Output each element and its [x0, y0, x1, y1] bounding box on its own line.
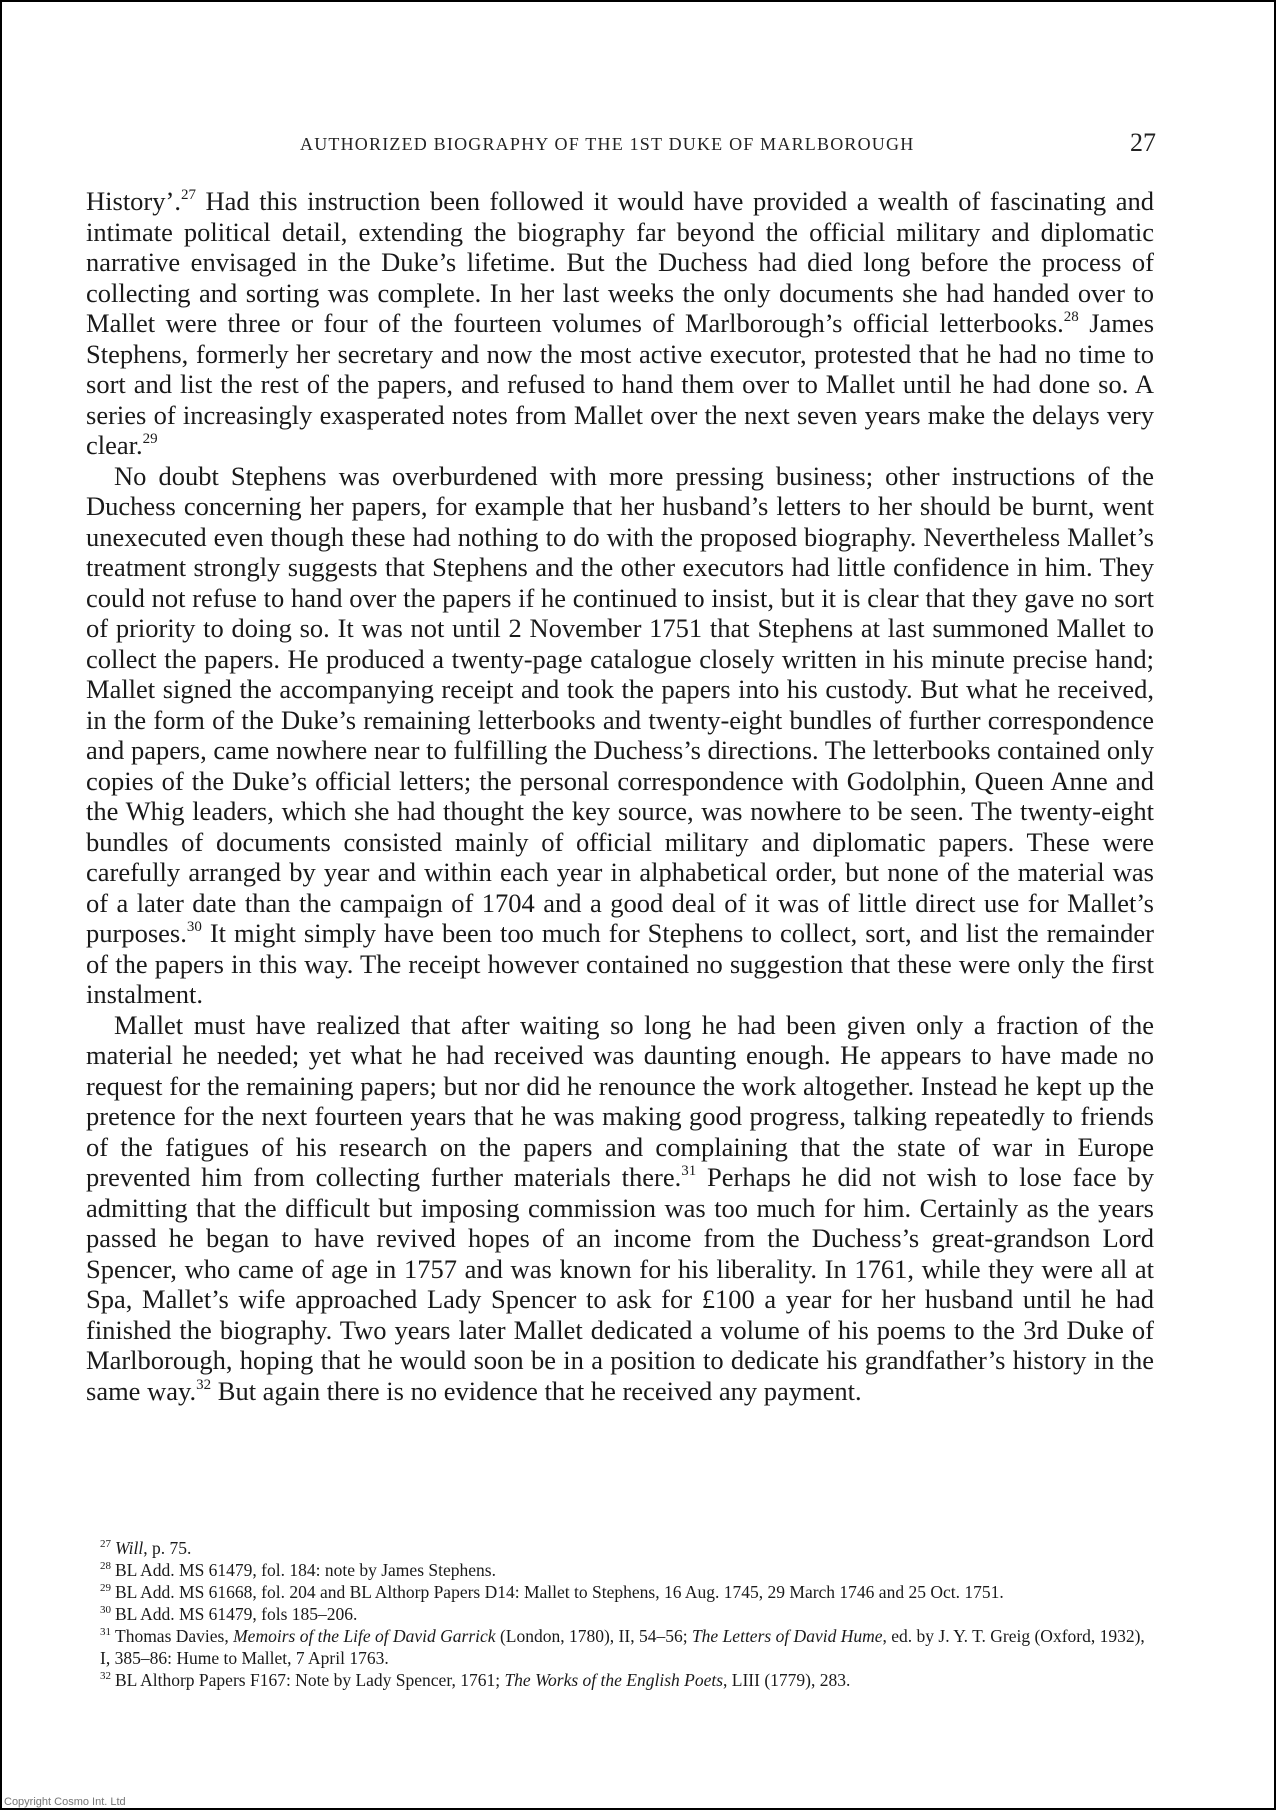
footnotes	[86, 1537, 1154, 1691]
paragraph	[86, 461, 1154, 1010]
text-run: Mallet must have realized that after waiting so long he had been given only a fraction of the material he needed; yet what he had received was daunting enough. He appears to have made no request for the remaining papers; but nor did he renounce the work altogether. Instead he kept up the pretence for the next fourteen years that he was making good progress, talking repeatedly to friends of the fatigues of his research on the papers and complaining that the state of war in Europe prevented him from collecting further materials there.	[86, 1009, 1154, 1192]
footnote	[86, 1537, 1154, 1559]
running-head: AUTHORIZED BIOGRAPHY OF THE 1ST DUKE OF MARLBOROUGH	[300, 134, 915, 154]
footnote	[86, 1603, 1154, 1625]
footnote-number: 32	[100, 1670, 111, 1682]
text-run: Perhaps he did not wish to lose face by admitting that the difficult but imposing commission was too much for him. Certainly as the years passed he began to have revived hopes of an income from the Duchess’s great-grandson Lord Spencer, who came of age in 1757 and was known for his liberality. In 1761, while they were all at Spa, Mallet’s wife approached Lady Spencer to ask for £100 a year for her husband until he had finished the biography. Two years later Mallet dedicated a volume of his poems to the 3rd Duke of Marlborough, hoping that he would soon be in a position to dedicate his grandfather’s history in the same way.	[86, 1162, 1154, 1406]
footnote-ref: 31	[681, 1163, 697, 1179]
page-header	[200, 128, 1200, 164]
footnote	[86, 1559, 1154, 1581]
text-run: , ed. by J. Y. T. Greig (Oxford, 1932), I, 385–86: Hume to Mallet, 7 April 1763.	[100, 1626, 1145, 1668]
footnote-number: 31	[100, 1626, 111, 1638]
footnote-ref: 28	[1063, 309, 1079, 325]
footnote-ref: 30	[186, 919, 202, 935]
text-run: Thomas Davies,	[115, 1626, 234, 1646]
footnote-ref: 27	[180, 187, 196, 203]
text-run: BL Althorp Papers F167: Note by Lady Spencer, 1761;	[115, 1670, 505, 1690]
footnote-number: 30	[100, 1604, 111, 1616]
footnote-number: 28	[100, 1560, 111, 1572]
text-run: BL Add. MS 61479, fol. 184: note by James Stephens.	[115, 1560, 496, 1580]
copyright-watermark: Copyright Cosmo Int. Ltd	[4, 1796, 126, 1808]
paragraph	[86, 1010, 1154, 1407]
text-run: , p. 75.	[143, 1538, 192, 1558]
footnote	[86, 1581, 1154, 1603]
text-run: , LIII (1779), 283.	[723, 1670, 851, 1690]
text-run: It might simply have been too much for Stephens to collect, sort, and list the remainder of the papers in this way. The receipt however contained no suggestion that these were only the first instalment.	[86, 918, 1154, 1009]
text-run: No doubt Stephens was overburdened with more pressing business; other instructions of the Duchess concerning her papers, for example that her husband’s letters to her should be burnt, went unexecuted even though these had nothing to do with the proposed biography. Nevertheless Mallet’s treatment strongly suggests that Stephens and the other executors had little confidence in him. They could not refuse to hand over the papers if he continued to insist, but it is clear that they gave no sort of priority to doing so. It was not until 2 November 1751 that Stephens at last summoned Mallet to collect the papers. He produced a twenty-page catalogue closely written in his minute precise hand; Mallet signed the accompanying receipt and took the papers into his custody. But what he received, in the form of the Duke’s remaining letterbooks and twenty-eight bundles of further correspondence and papers, came nowhere near to fulfilling the Duchess’s directions. The letterbooks contained only copies of the Duke’s official letters; the personal correspondence with Godolphin, Queen Anne and the Whig leaders, which she had thought the key source, was nowhere to be seen. The twenty-eight bundles of documents consisted mainly of official military and diplomatic papers. These were carefully arranged by year and within each year in alphabetical order, but none of the material was of a later date than the campaign of 1704 and a good deal of it was of little direct use for Mallet’s purposes.	[86, 460, 1154, 948]
text-run: (London, 1780), II, 54–56;	[495, 1626, 692, 1646]
text-run: BL Add. MS 61479, fols 185–206.	[115, 1604, 358, 1624]
footnote-number: 29	[100, 1582, 111, 1594]
text-run: History’.	[86, 186, 181, 216]
text-run: Had this instruction been followed it would have provided a wealth of fascinating and intimate political detail, extending the biography far beyond the official military and diplomatic narrative envisaged in the Duke’s lifetime. But the Duchess had died long before the process of collecting and sorting was complete. In her last weeks the only documents she had handed over to Mallet were three or four of the fourteen volumes of Marlborough’s official letterbooks.	[86, 186, 1154, 338]
footnote	[86, 1625, 1154, 1669]
italic-title: Memoirs of the Life of David Garrick	[233, 1626, 496, 1646]
paragraph	[86, 186, 1154, 461]
body-text	[86, 186, 1154, 1406]
footnote-ref: 29	[142, 431, 158, 447]
italic-title: The Works of the English Poets	[504, 1670, 724, 1690]
italic-title: Will	[115, 1538, 144, 1558]
text-run: BL Add. MS 61668, fol. 204 and BL Althorp Papers D14: Mallet to Stephens, 16 Aug. 1745, 29 March 1746 and 25 Oct. 1751.	[115, 1582, 1004, 1602]
text-run: But again there is no evidence that he received any payment.	[211, 1375, 862, 1406]
text-run: James Stephens, formerly her secretary and now the most active executor, protested that he had no time to sort and list the rest of the papers, and refused to hand them over to Mallet until he had done so. A series of increasingly exasperated notes from Mallet over the next seven years make the delays very clear.	[86, 308, 1155, 460]
page-number: 27	[1130, 128, 1156, 157]
footnote-ref: 32	[196, 1376, 212, 1393]
footnote	[86, 1669, 1154, 1691]
italic-title: The Letters of David Hume	[691, 1626, 883, 1646]
footnote-number: 27	[100, 1538, 111, 1550]
